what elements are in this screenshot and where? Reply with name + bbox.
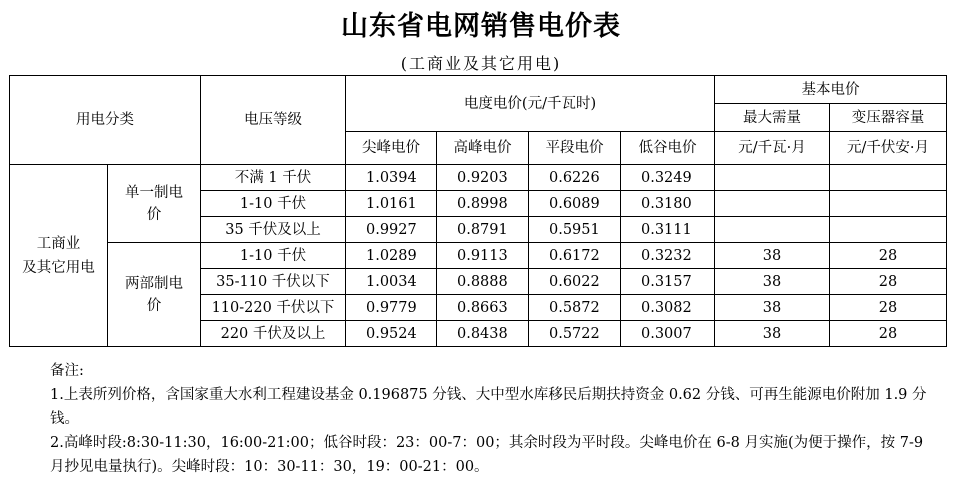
page-subtitle: (工商业及其它用电): [400, 54, 562, 73]
flat-cell: 0.6172: [529, 243, 621, 269]
demand-cell: [715, 191, 830, 217]
table-row: [10, 243, 947, 269]
peak-cell: 1.0161: [346, 191, 437, 217]
header-energy-price: 电度电价(元/千瓦时): [346, 76, 715, 132]
notes: [50, 359, 930, 479]
high-cell: 0.8998: [437, 191, 529, 217]
table-row: [10, 165, 947, 191]
high-cell: 0.9203: [437, 165, 529, 191]
peak-cell: 0.9779: [346, 295, 437, 321]
valley-cell: 0.3157: [621, 269, 715, 295]
header-peak: 尖峰电价: [346, 132, 437, 165]
page-title: 山东省电网销售电价表: [341, 11, 621, 42]
demand-cell: 38: [715, 269, 830, 295]
voltage-cell: 35 千伏及以上: [201, 217, 346, 243]
demand-cell: [715, 217, 830, 243]
valley-cell: 0.3249: [621, 165, 715, 191]
peak-cell: 1.0034: [346, 269, 437, 295]
valley-cell: 0.3111: [621, 217, 715, 243]
header-category: 用电分类: [10, 76, 201, 165]
voltage-cell: 不满 1 千伏: [201, 165, 346, 191]
voltage-cell: 1-10 千伏: [201, 191, 346, 217]
voltage-cell: 1-10 千伏: [201, 243, 346, 269]
flat-cell: 0.5951: [529, 217, 621, 243]
flat-cell: 0.6089: [529, 191, 621, 217]
tariff-body: [10, 165, 947, 347]
header-basic-price: 基本电价: [715, 76, 947, 104]
demand-cell: [715, 165, 830, 191]
high-cell: 0.9113: [437, 243, 529, 269]
peak-cell: 0.9524: [346, 321, 437, 347]
flat-cell: 0.6022: [529, 269, 621, 295]
capacity-cell: 28: [830, 295, 947, 321]
valley-cell: 0.3180: [621, 191, 715, 217]
header-valley: 低谷电价: [621, 132, 715, 165]
peak-cell: 0.9927: [346, 217, 437, 243]
valley-cell: 0.3232: [621, 243, 715, 269]
voltage-cell: 110-220 千伏以下: [201, 295, 346, 321]
capacity-cell: [830, 191, 947, 217]
high-cell: 0.8663: [437, 295, 529, 321]
high-cell: 0.8791: [437, 217, 529, 243]
header-flat: 平段电价: [529, 132, 621, 165]
header-max-demand: 最大需量: [715, 104, 830, 132]
peak-cell: 1.0289: [346, 243, 437, 269]
capacity-cell: 28: [830, 321, 947, 347]
capacity-cell: 28: [830, 269, 947, 295]
voltage-cell: 220 千伏及以上: [201, 321, 346, 347]
capacity-cell: 28: [830, 243, 947, 269]
flat-cell: 0.5872: [529, 295, 621, 321]
flat-cell: 0.5722: [529, 321, 621, 347]
peak-cell: 1.0394: [346, 165, 437, 191]
voltage-cell: 35-110 千伏以下: [201, 269, 346, 295]
high-cell: 0.8438: [437, 321, 529, 347]
demand-cell: 38: [715, 243, 830, 269]
header-voltage: 电压等级: [201, 76, 346, 165]
flat-cell: 0.6226: [529, 165, 621, 191]
high-cell: 0.8888: [437, 269, 529, 295]
note-2: 2.高峰时段:8:30-11:30，16:00-21:00；低谷时段：23：00-7：00；其余时段为平时段。尖峰电价在 6-8 月实施(为便于操作，按 7-9 月抄见电量执行)。尖峰时段：10：30-11：30，19：00-21：00。: [50, 435, 924, 475]
tariff-table: [9, 75, 947, 347]
group-name: 两部制电价: [108, 243, 201, 347]
notes-label: 备注:: [50, 363, 84, 379]
group-name: 单一制电价: [108, 165, 201, 243]
header-high: 高峰电价: [437, 132, 529, 165]
demand-cell: 38: [715, 321, 830, 347]
note-1: 1.上表所列价格，含国家重大水利工程建设基金 0.196875 分钱、大中型水库移民后期扶持资金 0.62 分钱、可再生能源电价附加 1.9 分钱。: [50, 387, 927, 427]
valley-cell: 0.3082: [621, 295, 715, 321]
category-main: 工商业 及其它用电: [10, 165, 108, 347]
capacity-cell: [830, 217, 947, 243]
capacity-cell: [830, 165, 947, 191]
demand-cell: 38: [715, 295, 830, 321]
header-max-demand-unit: 元/千瓦·月: [715, 132, 830, 165]
header-capacity: 变压器容量: [830, 104, 947, 132]
header-capacity-unit: 元/千伏安·月: [830, 132, 947, 165]
valley-cell: 0.3007: [621, 321, 715, 347]
